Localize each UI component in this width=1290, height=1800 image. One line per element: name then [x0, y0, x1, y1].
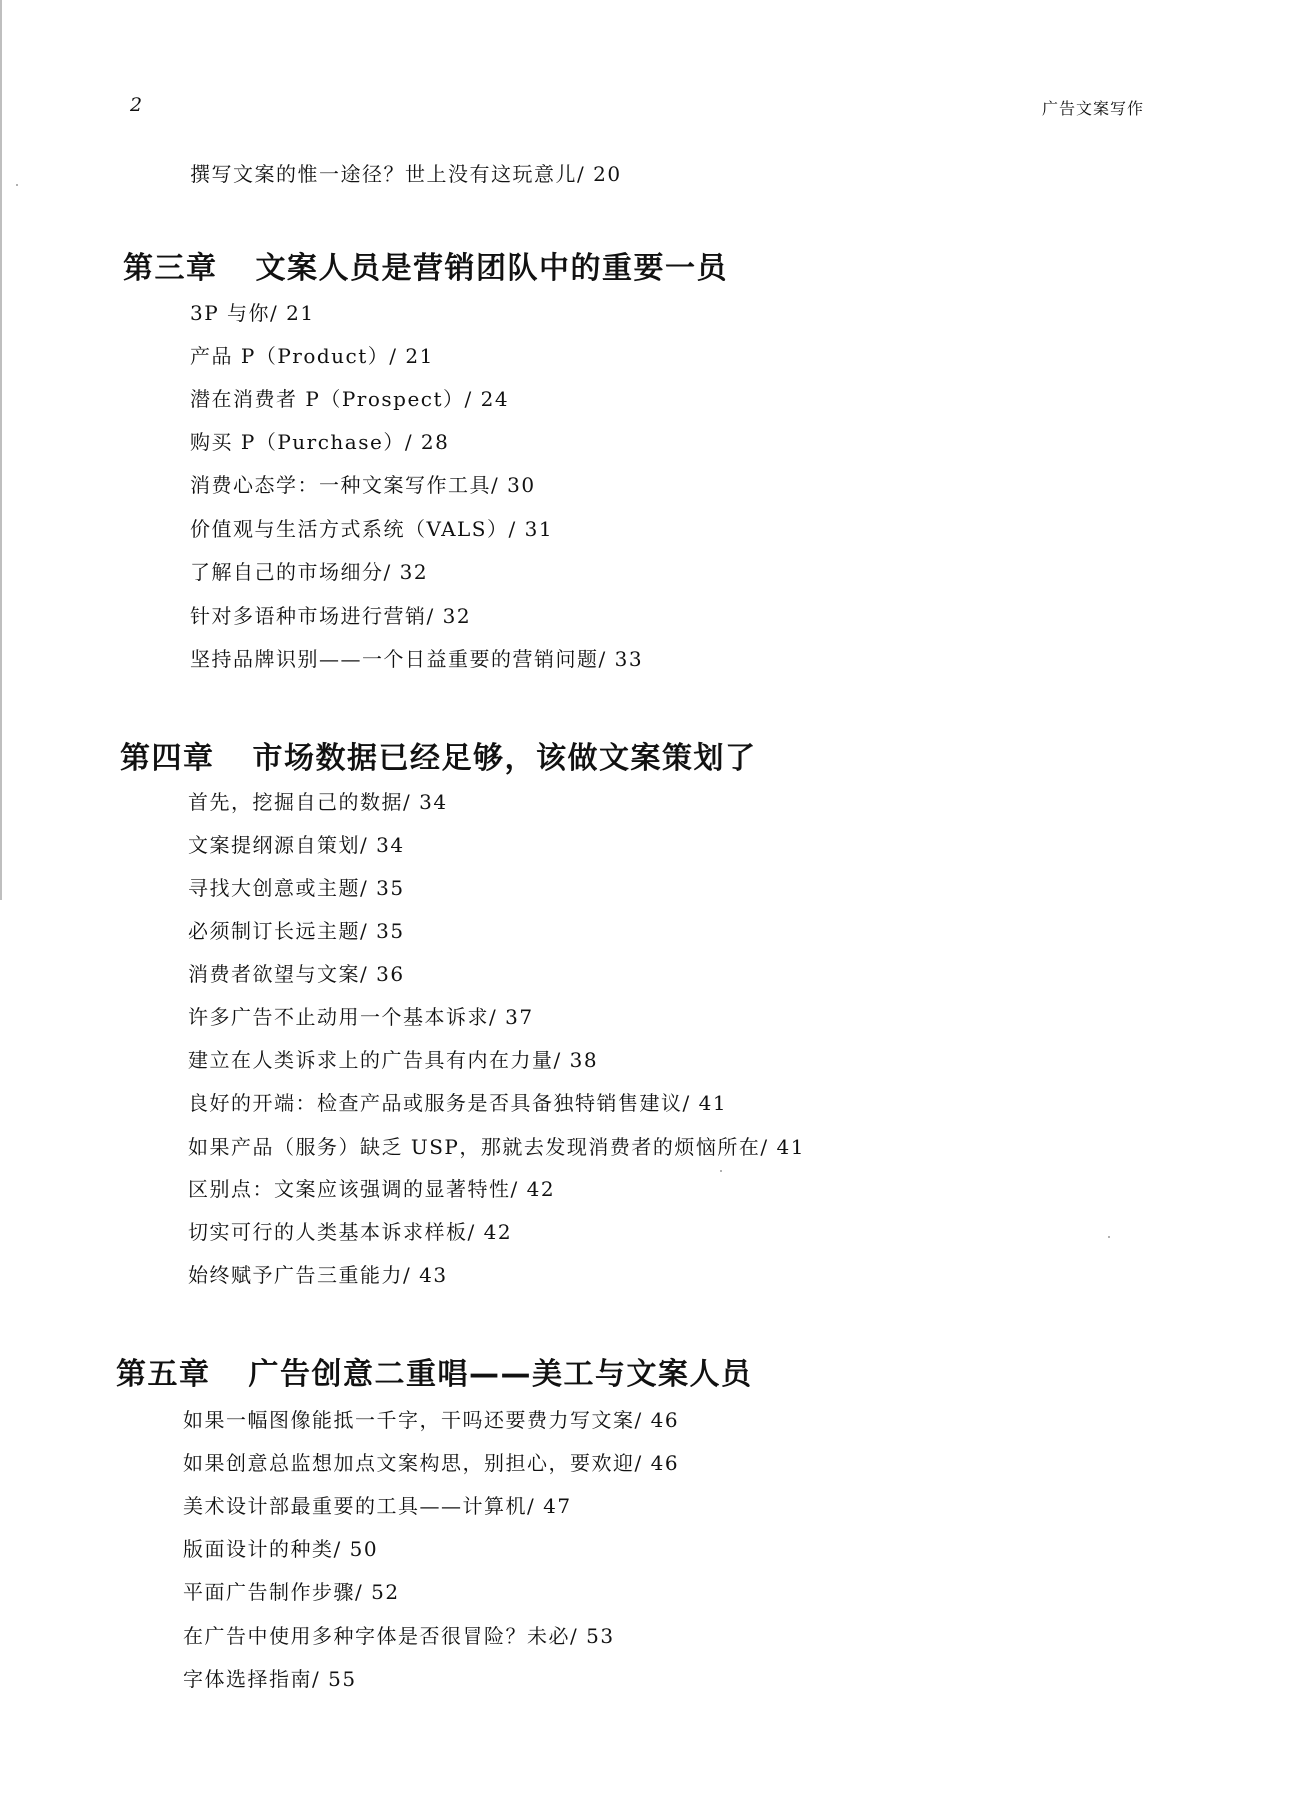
scan-edge-line: [0, 0, 2, 900]
toc-entry: 寻找大创意或主题/ 35: [188, 876, 405, 900]
toc-entry: 在广告中使用多种字体是否很冒险？未必/ 53: [183, 1624, 615, 1648]
toc-entry: 产品 P（Product）/ 21: [190, 344, 434, 368]
chapter-heading: [116, 1349, 753, 1393]
chapter-title: 广告创意二重唱——美工与文案人员: [248, 1357, 753, 1392]
toc-entry: 撰写文案的惟一途径？世上没有这玩意儿/ 20: [190, 162, 622, 186]
toc-entry: 字体选择指南/ 55: [183, 1667, 357, 1691]
chapter-number: 第四章: [120, 741, 215, 776]
toc-entry: 3P 与你/ 21: [190, 301, 315, 325]
toc-entry: 许多广告不止动用一个基本诉求/ 37: [188, 1005, 534, 1029]
toc-entry: 如果创意总监想加点文案构思，别担心，要欢迎/ 46: [183, 1451, 680, 1475]
toc-entry: 良好的开端：检查产品或服务是否具备独特销售建议/ 41: [188, 1091, 728, 1115]
toc-entry: 切实可行的人类基本诉求样板/ 42: [188, 1220, 513, 1244]
chapter-title: 文案人员是营销团队中的重要一员: [255, 251, 728, 286]
toc-entry: 如果一幅图像能抵一千字，干吗还要费力写文案/ 46: [183, 1408, 680, 1432]
toc-entry: 消费心态学：一种文案写作工具/ 30: [190, 473, 536, 497]
toc-entry: 价值观与生活方式系统（VALS）/ 31: [190, 517, 554, 541]
chapter-title: 市场数据已经足够，该做文案策划了: [252, 741, 757, 776]
scan-speck: [16, 184, 18, 186]
toc-entry: 消费者欲望与文案/ 36: [188, 962, 405, 986]
chapter-number: 第五章: [116, 1357, 211, 1392]
toc-entry: 潜在消费者 P（Prospect）/ 24: [190, 387, 510, 411]
toc-entry: 坚持品牌识别——一个日益重要的营销问题/ 33: [190, 647, 644, 671]
toc-entry: 了解自己的市场细分/ 32: [190, 560, 429, 584]
toc-entry: 文案提纲源自策划/ 34: [188, 833, 405, 857]
toc-entry: 版面设计的种类/ 50: [183, 1537, 379, 1561]
scan-speck: [720, 1170, 722, 1172]
scan-speck: [1108, 1236, 1110, 1238]
chapter-heading: [120, 733, 757, 777]
toc-entry: 首先，挖掘自己的数据/ 34: [188, 790, 448, 814]
toc-entry: 平面广告制作步骤/ 52: [183, 1580, 400, 1604]
toc-entry: 购买 P（Purchase）/ 28: [190, 430, 450, 454]
toc-entry: 如果产品（服务）缺乏 USP，那就去发现消费者的烦恼所在/ 41: [188, 1135, 805, 1159]
toc-entry: 美术设计部最重要的工具——计算机/ 47: [183, 1494, 572, 1518]
toc-entry: 始终赋予广告三重能力/ 43: [188, 1263, 448, 1287]
chapter-number: 第三章: [123, 251, 218, 286]
page-number: 2: [130, 94, 143, 116]
chapter-heading: [123, 243, 728, 287]
toc-entry: 建立在人类诉求上的广告具有内在力量/ 38: [188, 1048, 599, 1072]
toc-entry: 针对多语种市场进行营销/ 32: [190, 604, 472, 628]
toc-entry: 必须制订长远主题/ 35: [188, 919, 405, 943]
toc-entry: 区别点：文案应该强调的显著特性/ 42: [188, 1177, 556, 1201]
running-head: 广告文案写作: [1042, 99, 1145, 118]
